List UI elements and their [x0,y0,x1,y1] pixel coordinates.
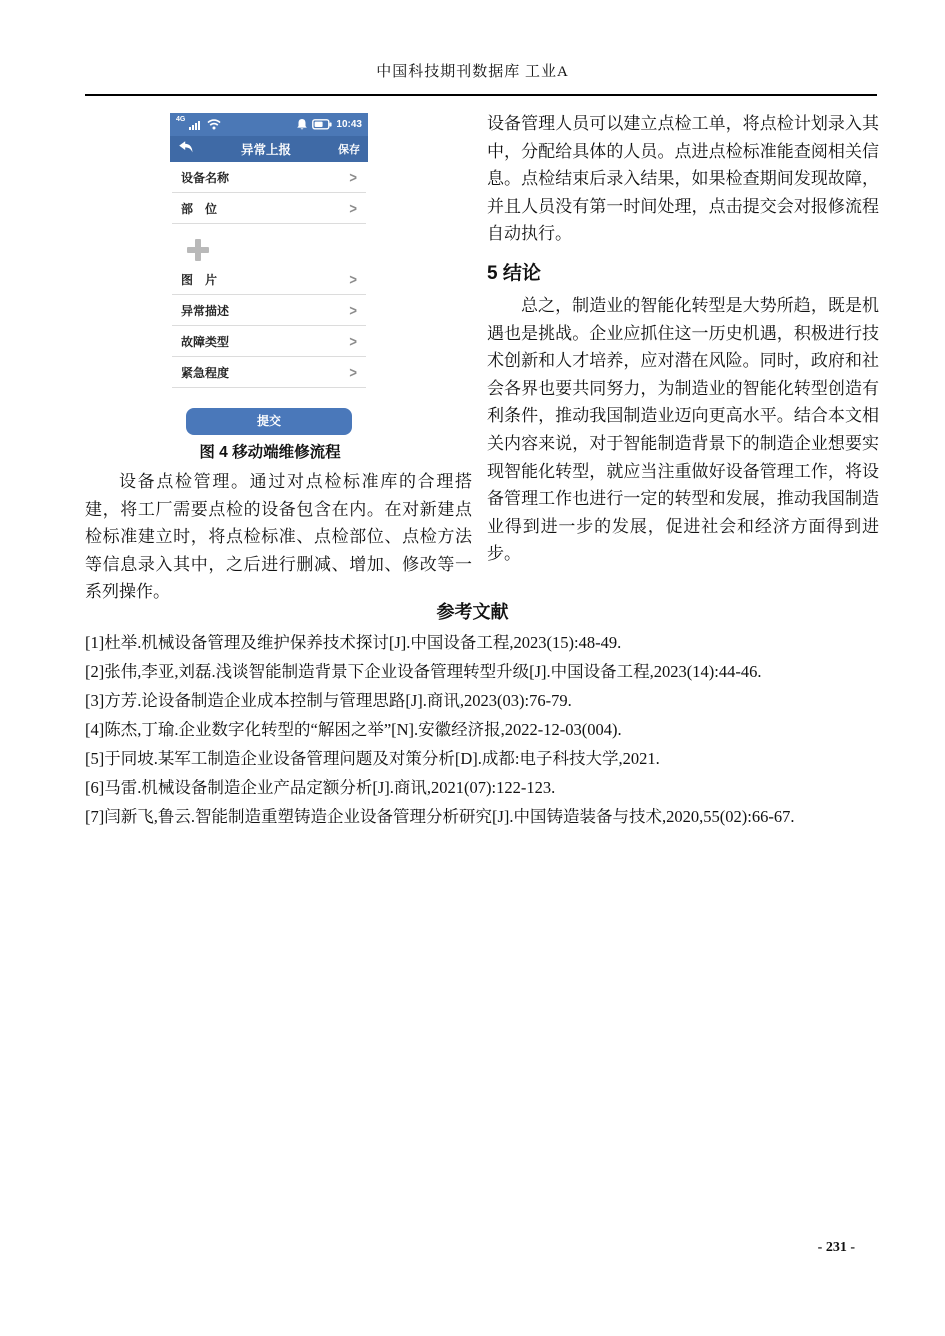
reference-item: [5]于同坡.某军工制造企业设备管理问题及对策分析[D].成都:电子科技大学,2021. [85,749,660,768]
screen-title: 异常上报 [240,143,291,157]
chevron-right-icon: > [349,199,357,217]
reference-item: [6]马雷.机械设备制造企业产品定额分析[J].商讯,2021(07):122-123. [85,778,556,797]
chevron-right-icon: > [349,270,357,288]
field-label: 故障类型 [181,334,230,349]
reference-item: [1]杜举.机械设备管理及维护保养技术探讨[J].中国设备工程,2023(15):48-49. [85,633,622,652]
field-row-urgency[interactable] [172,357,366,388]
submit-area [170,388,368,435]
body-paragraph-left: 设备点检管理。通过对点检标准库的合理搭建，将工厂需要点检的设备包含在内。在对新建点检标准建立时，将点检标准、点检部位、点检方法等信息录入其中，之后进行删减、增加、修改等一系列操作。 [85,472,472,602]
phone-status-bar [170,113,368,136]
reference-item: [2]张伟,李亚,刘磊.浅谈智能制造背景下企业设备管理转型升级[J].中国设备工程,2023(14):44-46. [85,662,762,681]
field-row-part[interactable] [172,193,366,224]
chevron-right-icon: > [349,301,357,319]
bell-icon [292,118,308,131]
signal-bars-icon [185,119,203,131]
plus-icon [186,238,210,262]
wifi-icon [203,119,221,130]
back-icon[interactable] [178,140,194,159]
phone-body [170,162,368,435]
reference-item: [3]方芳.论设备制造企业成本控制与管理思路[J].商讯,2023(03):76-79. [85,691,572,710]
field-label: 设备名称 [181,170,230,185]
mobile-app-figure [170,113,368,435]
references-heading: 参考文献 [436,602,509,622]
field-label: 异常描述 [181,303,230,318]
battery-icon [308,119,332,130]
section-heading-conclusion: 5 结论 [487,263,541,284]
reference-item: [7]闫新飞,鲁云.智能制造重塑铸造企业设备管理分析研究[J].中国铸造装备与技术,2020,55(02):66-67. [85,807,795,826]
page-number: - 231 - [817,1240,855,1255]
chevron-right-icon: > [349,363,357,381]
network-type-label: 4G [176,116,186,123]
header-rule [85,94,877,96]
chevron-right-icon: > [349,332,357,350]
body-paragraph-right-1: 设备管理人员可以建立点检工单，将点检计划录入其中，分配给具体的人员。点进点检标准能查阅相关信息。点检结束后录入结果，如果检查期间发现故障，并且人员没有第一时间处理，点击提交会对报修流程自动执行。 [487,114,879,244]
references-list [85,628,885,831]
journal-header: 中国科技期刊数据库 工业A [376,64,569,80]
submit-button[interactable]: 提交 [186,408,352,435]
phone-nav-bar [170,136,368,162]
field-label: 部 位 [181,201,218,216]
field-row-anomaly-description[interactable] [172,295,366,326]
reference-item: [4]陈杰,丁瑜.企业数字化转型的“解困之举”[N].安徽经济报,2022-12-03(004). [85,720,622,739]
chevron-right-icon: > [349,168,357,186]
field-row-picture[interactable] [172,264,366,295]
figure-caption: 图 4 移动端维修流程 [199,444,341,461]
save-button[interactable]: 保存 [338,144,360,156]
clock-time: 10:43 [336,119,362,130]
field-label: 紧急程度 [181,365,230,380]
field-row-device-name[interactable] [172,162,366,193]
field-label: 图 片 [181,272,218,287]
field-row-fault-type[interactable] [172,326,366,357]
body-paragraph-right-2: 总之，制造业的智能化转型是大势所趋，既是机遇也是挑战。企业应抓住这一历史机遇，积极进行技术创新和人才培养，应对潜在风险。同时，政府和社会各界也要共同努力，为制造业的智能化转型创造有利条件，推动我国制造业迈向更高水平。结合本文相关内容来说，对于智能制造背景下的制造企业想要实现智能化转型，就应当注重做好设备管理工作，将设备管理工作也进行一定的转型和发展，推动我国制造业得到进一步的发展，促进社会和经济方面得到进步。 [487,296,879,564]
add-photo-button[interactable] [170,230,368,264]
